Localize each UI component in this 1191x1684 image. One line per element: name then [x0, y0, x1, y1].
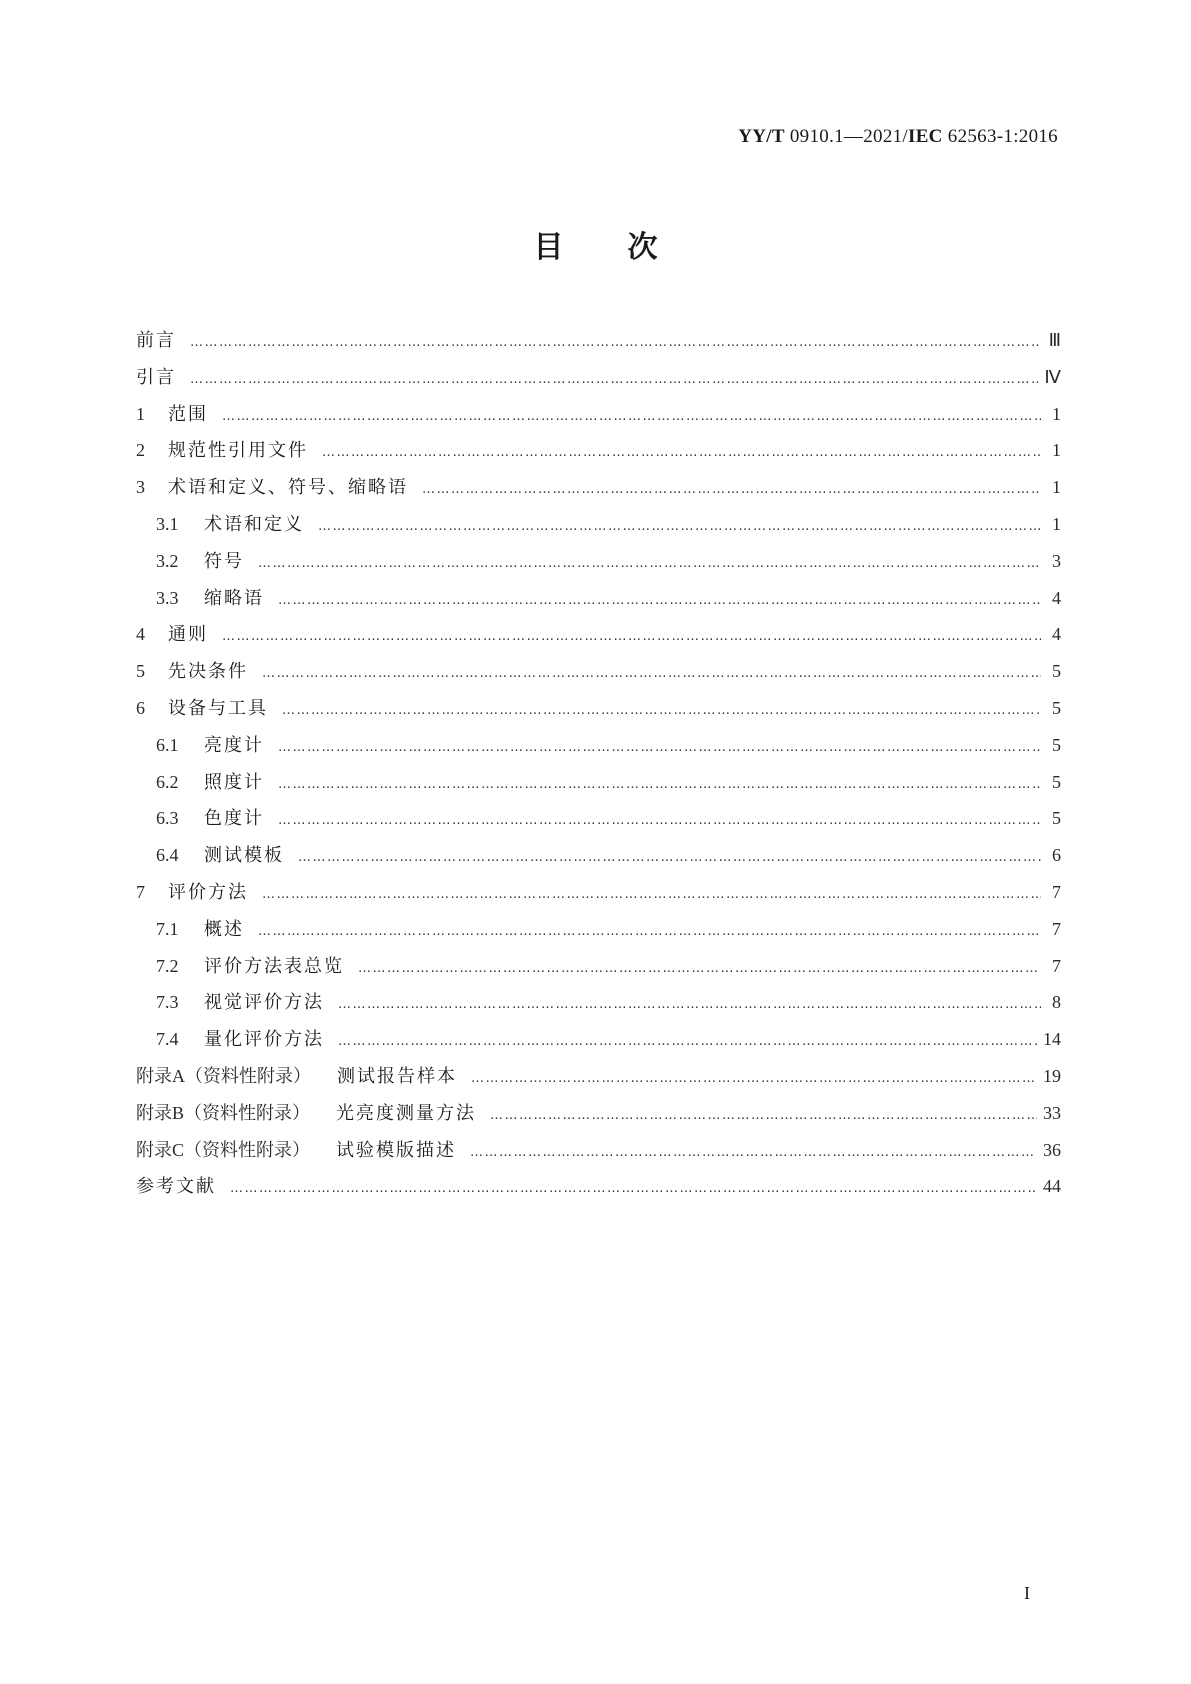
toc-entry-number: 6.4 [156, 845, 179, 866]
toc-entry[interactable] [136, 1025, 1061, 1062]
toc-entry[interactable] [136, 510, 1061, 547]
toc-entry-page: 3 [1052, 550, 1061, 571]
toc-entry-title: 试验模版描述 [336, 1139, 457, 1161]
toc-entry[interactable] [136, 1099, 1061, 1136]
toc-dot-leader [258, 924, 1041, 939]
toc-entry-number: 3.2 [156, 550, 179, 571]
toc-entry[interactable] [136, 731, 1061, 768]
toc-entry[interactable] [136, 694, 1061, 731]
toc-entry-page: 5 [1052, 808, 1061, 829]
toc-entry[interactable] [136, 878, 1061, 915]
toc-dot-leader [190, 372, 1038, 387]
toc-entry[interactable] [136, 473, 1061, 510]
toc-dot-leader [358, 961, 1041, 976]
toc-dot-leader [230, 1181, 1037, 1196]
toc-entry[interactable] [136, 915, 1061, 952]
toc-dot-leader [278, 740, 1041, 755]
toc-entry[interactable] [136, 436, 1061, 473]
toc-entry[interactable] [136, 547, 1061, 584]
toc-entry-title: 测试模板 [204, 845, 284, 867]
toc-entry-number: 6.1 [156, 734, 179, 755]
iec-number: 62563-1:2016 [947, 126, 1058, 147]
toc-entry[interactable] [136, 988, 1061, 1025]
toc-dot-leader [470, 1145, 1037, 1160]
toc-entry-title: 规范性引用文件 [168, 440, 308, 462]
toc-entry-title: 照度计 [204, 771, 264, 793]
toc-entry-page: Ⅳ [1044, 366, 1061, 387]
toc-entry-page: Ⅲ [1048, 330, 1061, 350]
toc-entry[interactable] [136, 1172, 1061, 1209]
page-number: I [1024, 1583, 1030, 1603]
toc-entry[interactable] [136, 952, 1061, 989]
toc-dot-leader [298, 850, 1041, 865]
toc-entry[interactable] [136, 326, 1061, 363]
toc-entry-title: 设备与工具 [168, 697, 268, 719]
toc-entry-page: 1 [1052, 440, 1061, 461]
toc-entry-number: 附录A（资料性附录） [136, 1065, 311, 1086]
toc-entry-number: 5 [136, 661, 145, 682]
std-code: YY/T [738, 126, 785, 147]
toc-entry[interactable] [136, 841, 1061, 878]
toc-entry-page: 7 [1052, 881, 1061, 902]
toc-entry-title: 光亮度测量方法 [336, 1102, 477, 1124]
toc-entry-title: 先决条件 [168, 661, 248, 683]
toc-entry-title: 引言 [136, 366, 176, 388]
toc-entry-title: 评价方法 [168, 881, 248, 903]
toc-entry-title: 视觉评价方法 [204, 992, 324, 1014]
toc-dot-leader [278, 813, 1041, 828]
toc-dot-leader [490, 1108, 1037, 1123]
toc-entry-page: 4 [1052, 624, 1061, 645]
toc-entry-title: 符号 [204, 550, 244, 572]
toc-dot-leader [322, 445, 1041, 460]
toc-entry-number: 7.4 [156, 1029, 179, 1050]
toc-entry-title: 评价方法表总览 [204, 955, 344, 977]
toc-dot-leader [282, 703, 1041, 718]
toc-entry-page: 1 [1052, 477, 1061, 498]
toc-entry-page: 7 [1052, 918, 1061, 939]
toc-entry-title: 前言 [136, 330, 176, 351]
toc-entry[interactable] [136, 1062, 1061, 1099]
toc-entry-page: 1 [1052, 403, 1061, 424]
toc-entry-page: 5 [1052, 661, 1061, 682]
toc-entry-page: 6 [1052, 845, 1061, 866]
toc-entry-title: 通则 [168, 624, 208, 646]
table-of-contents [136, 326, 1061, 1209]
toc-entry-number: 2 [136, 440, 145, 461]
iec-code: IEC [908, 126, 943, 147]
toc-dot-leader [190, 335, 1041, 350]
toc-dot-leader [258, 556, 1041, 571]
toc-entry-number: 6.3 [156, 808, 179, 829]
toc-entry[interactable] [136, 363, 1061, 400]
toc-dot-leader [422, 482, 1041, 497]
toc-entry-page: 33 [1043, 1102, 1061, 1123]
toc-dot-leader [278, 593, 1041, 608]
toc-entry[interactable] [136, 620, 1061, 657]
toc-entry[interactable] [136, 1136, 1061, 1173]
toc-dot-leader [222, 629, 1041, 644]
toc-entry-number: 附录B（资料性附录） [136, 1102, 311, 1123]
toc-entry-page: 14 [1043, 1029, 1061, 1050]
toc-entry-title: 亮度计 [204, 734, 264, 756]
toc-dot-leader [338, 1034, 1037, 1049]
toc-entry[interactable] [136, 657, 1061, 694]
toc-entry-page: 1 [1052, 513, 1061, 534]
toc-entry[interactable] [136, 768, 1061, 805]
toc-entry-number: 3.3 [156, 587, 179, 608]
toc-entry-number: 4 [136, 624, 145, 645]
toc-entry-page: 5 [1052, 697, 1061, 718]
toc-dot-leader [222, 409, 1041, 424]
toc-entry-title: 参考文献 [136, 1176, 216, 1198]
toc-entry-number: 1 [136, 403, 145, 424]
toc-entry-page: 36 [1043, 1139, 1061, 1160]
toc-entry-title: 量化评价方法 [204, 1029, 324, 1051]
toc-entry-title: 术语和定义、符号、缩略语 [168, 477, 408, 499]
toc-entry-page: 5 [1052, 734, 1061, 755]
toc-entry-number: 7 [136, 881, 145, 902]
toc-entry-page: 44 [1043, 1176, 1061, 1197]
toc-entry-number: 7.3 [156, 992, 179, 1013]
toc-entry-title: 概述 [204, 918, 244, 940]
document-standard-number [738, 126, 1058, 148]
page-title: 目次 [533, 230, 722, 265]
toc-dot-leader [278, 777, 1041, 792]
toc-entry-number: 3.1 [156, 513, 179, 534]
toc-dot-leader [471, 1071, 1037, 1086]
toc-entry-title: 术语和定义 [204, 513, 304, 535]
toc-entry-number: 6 [136, 697, 145, 718]
toc-dot-leader [262, 887, 1041, 902]
toc-entry-title: 测试报告样本 [337, 1065, 457, 1087]
toc-entry-page: 7 [1052, 955, 1061, 976]
toc-entry[interactable] [136, 804, 1061, 841]
toc-entry-page: 4 [1052, 587, 1061, 608]
toc-entry-page: 8 [1052, 992, 1061, 1013]
toc-dot-leader [262, 666, 1041, 681]
toc-entry-page: 19 [1043, 1065, 1061, 1086]
toc-entry-title: 色度计 [204, 808, 264, 830]
toc-entry[interactable] [136, 584, 1061, 621]
toc-entry-title: 缩略语 [204, 587, 264, 609]
toc-entry-number: 3 [136, 477, 145, 498]
toc-dot-leader [338, 997, 1041, 1012]
toc-entry-number: 7.2 [156, 955, 179, 976]
std-number: 0910.1—2021/ [789, 126, 909, 147]
toc-entry[interactable] [136, 400, 1061, 437]
toc-entry-number: 6.2 [156, 771, 179, 792]
toc-entry-page: 5 [1052, 771, 1061, 792]
toc-dot-leader [318, 519, 1041, 534]
toc-entry-number: 7.1 [156, 918, 179, 939]
toc-entry-title: 范围 [168, 403, 208, 425]
toc-entry-number: 附录C（资料性附录） [136, 1139, 311, 1160]
